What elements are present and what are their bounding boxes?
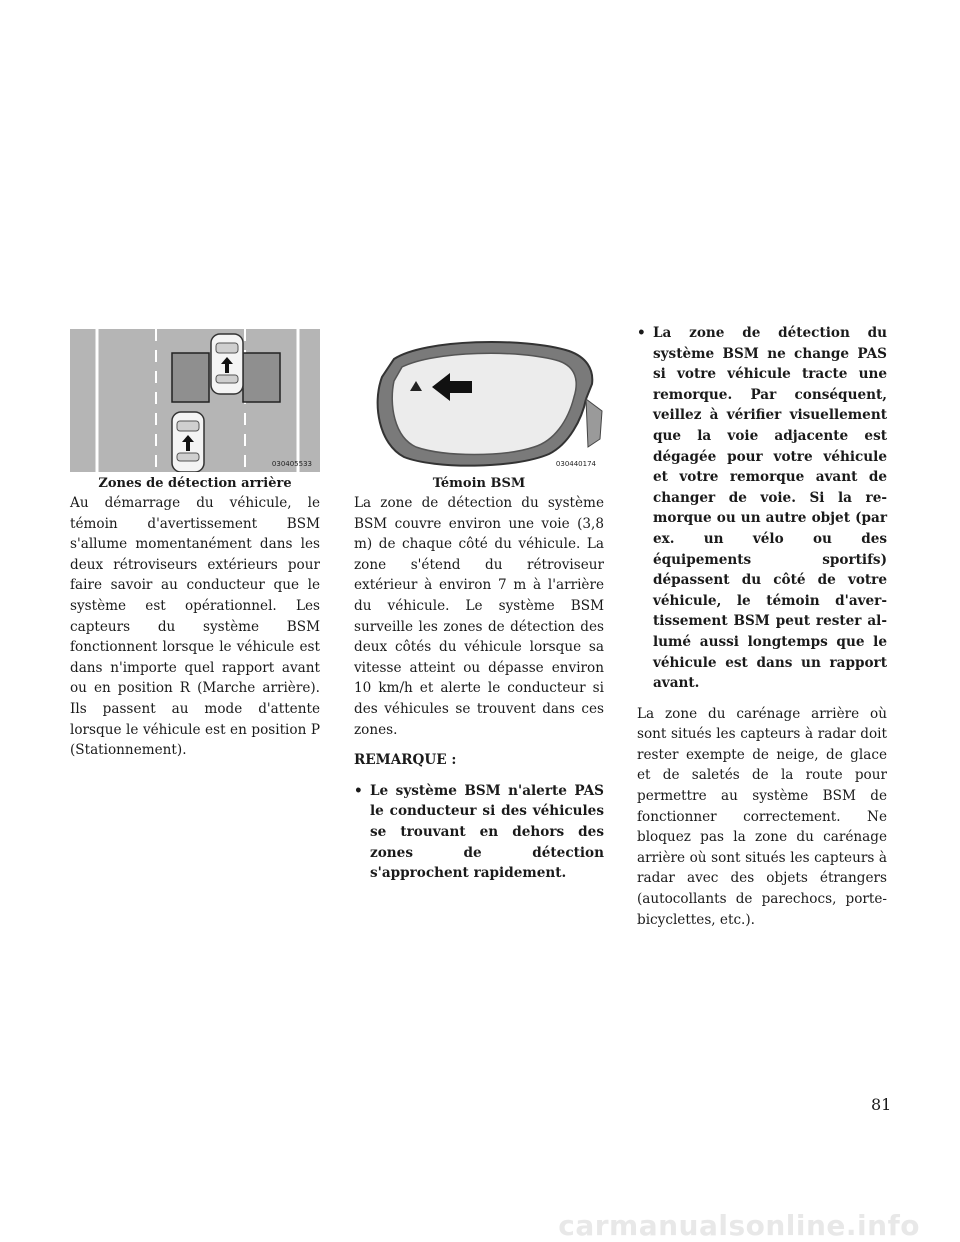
page-number: 81 bbox=[871, 1095, 892, 1114]
figure-caption: Témoin BSM bbox=[432, 476, 526, 491]
watermark-text: carmanualsonline.info bbox=[558, 1209, 920, 1242]
right-detection-zone bbox=[243, 353, 280, 402]
figure-code: 030440174 bbox=[555, 460, 596, 468]
bullet-text: La zone de détection du système BSM ne change PAS si votre véhicule tracte une remorque. Par conséquent, veillez à vérifier visuellement que la voie adjacente est dégagée pour votre véhicule et votre remorque avant de changer de voie. Si la remorque ou un autre objet (par ex. un vélo ou des équipements sportifs) dépassent du côté de votre véhicule, le témoin d'avertissement BSM peut rester allumé aussi longtemps que le véhicule est dans un rapport avant. bbox=[653, 325, 887, 692]
mirror-illustration bbox=[354, 329, 604, 472]
note-label: REMARQUE : bbox=[354, 752, 457, 769]
paragraph: La zone de détection du système BSM couvre environ une voie (3,8 m) de chaque côté du véhicule. La zone s'étend du rétroviseur extérieur à environ 7 m à l'arrière du véhicule. Le système BSM surveille les zones de détection des deux côtés du véhicule lorsque sa vitesse atteint ou dépasse environ 10 km/h et alerte le conducteur si des véhicules se trouvent dans ces zones. bbox=[354, 495, 604, 738]
bullet-symbol: • bbox=[637, 325, 646, 341]
rear-vehicle bbox=[172, 412, 204, 472]
bullet-text: Le système BSM n'alerte PAS le conducteur si des véhicules se trouvant en dehors des zones de détection s'approchent rapidement. bbox=[370, 782, 604, 882]
bsm-mirror-figure bbox=[354, 329, 604, 472]
road-illustration bbox=[70, 329, 320, 472]
text-column-1 bbox=[70, 493, 320, 771]
lead-vehicle bbox=[211, 334, 243, 394]
bullet-item bbox=[637, 323, 887, 694]
paragraph: Au démarrage du véhicule, le témoin d'avertissement BSM s'allume momentanément dans les deux rétroviseurs extérieurs pour faire savoir au conducteur que le système est opérationnel. Les capteurs du système BSM fonctionnent lorsque le véhicule est dans n'importe quel rapport avant ou en position R (Marche arrière). Ils passent au mode d'attente lorsque le véhicule est en position P (Stationnement). bbox=[70, 495, 320, 759]
text-column-3 bbox=[637, 323, 887, 940]
rear-detection-zones-figure bbox=[70, 329, 320, 472]
bullet-symbol: • bbox=[354, 782, 363, 799]
left-detection-zone bbox=[172, 353, 209, 402]
bullet-item bbox=[354, 781, 604, 884]
paragraph: La zone du carénage arrière où sont situés les capteurs à radar doit rester exempte de neige, de glace et de saletés de la route pour permettre au système BSM de fonctionner correctement. Ne bloquez pas la zone du carénage arrière où sont situés les capteurs à radar avec des objets étrangers (autocollants de parechocs, porte-bicyclettes, etc.). bbox=[637, 705, 887, 928]
figure-caption: Zones de détection arrière bbox=[98, 476, 292, 491]
figure-code: 030405533 bbox=[271, 460, 312, 468]
watermark bbox=[0, 1205, 960, 1242]
text-column-2 bbox=[354, 493, 604, 894]
